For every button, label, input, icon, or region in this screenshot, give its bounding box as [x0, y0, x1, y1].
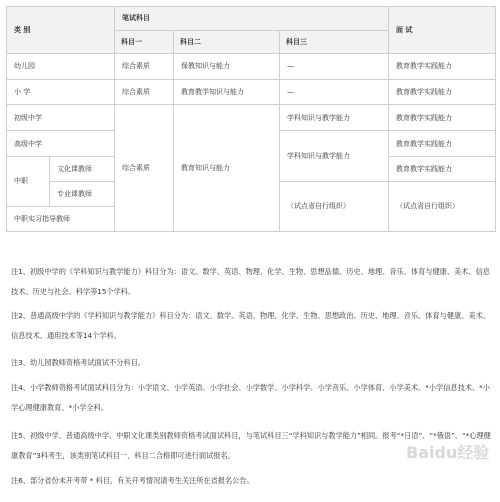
middle-subject-1: 综合素质 — [115, 105, 174, 232]
header-subject-1: 科目一 — [115, 30, 174, 53]
header-interview: 面 试 — [389, 7, 496, 54]
header-category: 类 别 — [7, 7, 115, 54]
row-junior-middle-category: 初级中学 — [7, 105, 115, 131]
row-primary-interview: 教育教学实践能力 — [389, 80, 496, 105]
senior-interview: 教育教学实践能力 — [389, 131, 496, 156]
row-kindergarten-subject-3: — — [280, 53, 389, 79]
middle-subject-2: 教育知识与能力 — [174, 105, 280, 232]
row-kindergarten-interview: 教育教学实践能力 — [389, 53, 496, 79]
vocational-culture-interview: 教育教学实践能力 — [389, 156, 496, 181]
header-written-exam: 笔试科目 — [115, 7, 389, 31]
exam-subjects-table — [6, 6, 496, 232]
row-kindergarten-subject-2: 保教知识与能力 — [174, 53, 280, 79]
row-primary-subject-1: 综合素质 — [115, 80, 174, 105]
row-primary-subject-3: — — [280, 80, 389, 105]
row-vocational-culture-teacher: 文化课教师 — [50, 156, 115, 181]
row-vocational-category: 中职 — [7, 156, 50, 206]
note-2: 注2、普通高级中学的《学科知识与教学能力》科目分为：语文、数学、英语、物理、化学、生物、思想政治、历史、地理、音乐、体育与健康、美术、信息技术、通用技术等14个学科。 — [11, 311, 490, 340]
row-primary-subject-2: 教育教学知识与能力 — [174, 80, 280, 105]
row-vocational-intern-category: 中职实习指导教师 — [7, 206, 115, 231]
junior-subject-3: 学科知识与教学能力 — [280, 105, 389, 131]
row-kindergarten-category: 幼儿园 — [7, 53, 115, 79]
note-4: 注4、小学教师资格考试面试科目分为：小学语文、小学英语、小学社会、小学数学、小学科学、小学音乐、小学体育、小学美术、*小学信息技术、*小学心理健康教育、*小学全科。 — [11, 383, 490, 412]
note-3: 注3、幼儿园教师资格考试面试不分科目。 — [11, 358, 145, 367]
row-vocational-professional-teacher: 专业课教师 — [50, 181, 115, 206]
note-1: 注1、初级中学的《学科知识与教学能力》科目分为：语文、数学、英语、物理、化学、生物、思想品德、历史、地理、音乐、体育与健康、美术、信息技术、历史与社会、科学等15个学科。 — [11, 267, 490, 296]
self-organized-subject-3: （试点省自行组织） — [280, 181, 389, 231]
header-subject-3: 科目三 — [280, 30, 389, 53]
note-6: 注6、部分省份未开考带 * 科目，有关开考情况请考生关注所在省报名公告。 — [11, 476, 254, 485]
junior-interview: 教育教学实践能力 — [389, 105, 496, 131]
header-subject-2: 科目二 — [174, 30, 280, 53]
self-organized-interview: （试点省自行组织） — [389, 181, 496, 231]
row-primary-category: 小 学 — [7, 80, 115, 105]
row-senior-high-category: 高级中学 — [7, 131, 115, 156]
row-kindergarten-subject-1: 综合素质 — [115, 53, 174, 79]
note-5: 注5、初级中学、普通高级中学、中职文化课类别教师资格考试面试科目，与笔试科目三“学科知识与教学能力”相同。报考“*日语”、“*俄语”、“*心理健康教育”3科考生，该类别笔试科目一、科目二合格即可进行面试报名。 — [11, 431, 491, 460]
senior-vocational-subject-3: 学科知识与教学能力 — [280, 131, 389, 181]
baidu-watermark: Baidu经验 — [406, 443, 490, 462]
